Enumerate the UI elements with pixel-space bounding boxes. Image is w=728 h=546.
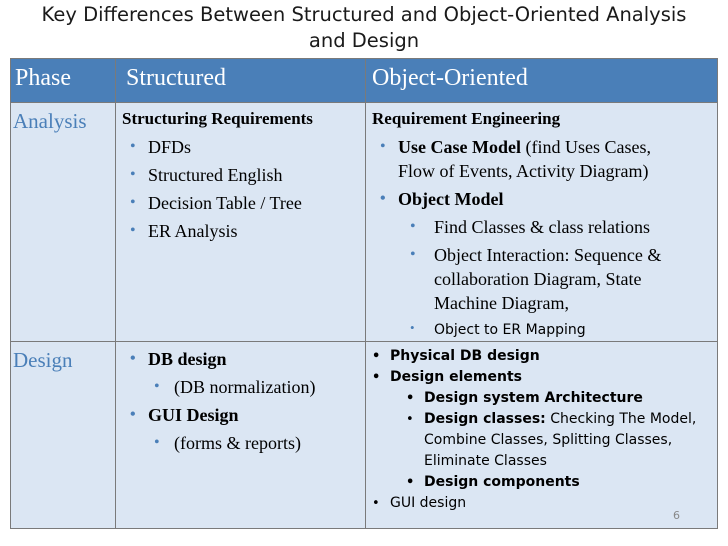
design-phase-label: Design — [11, 342, 116, 529]
bullet-icon: • — [410, 320, 415, 335]
header-structured: Structured — [116, 59, 366, 103]
analysis-row — [11, 103, 718, 342]
bullet-icon: • — [154, 434, 160, 451]
list-item: • Design elements — [372, 367, 717, 388]
list-item: • DFDs — [122, 133, 365, 161]
bullet-icon: • — [130, 166, 136, 183]
list-item: • Find Classes & class relations — [372, 213, 717, 241]
bullet-icon: • — [130, 350, 136, 367]
bullet-icon: • — [372, 370, 381, 385]
design-oo-cell — [366, 342, 718, 529]
bullet-icon: • — [380, 190, 386, 207]
bullet-icon: • — [406, 412, 414, 427]
list-item: • Object Model — [372, 185, 717, 213]
header-phase: Phase — [11, 59, 116, 103]
list-item: • Structured English — [122, 161, 365, 189]
oo-heading: Requirement Engineering — [372, 109, 561, 128]
list-item: • Object Interaction: Sequence & collaboration Diagram, State Machine Diagram, — [410, 245, 662, 313]
list-item: • GUI Design — [122, 401, 365, 429]
list-item: • Use Case Model (find Uses Cases, Flow of Events, Activity Diagram) — [380, 137, 651, 181]
bullet-icon: • — [130, 138, 136, 155]
analysis-oo-cell — [366, 103, 718, 342]
design-row — [11, 342, 718, 529]
list-item: • Design classes: Checking The Model, Combine Classes, Splitting Classes, Eliminate Classes — [406, 411, 697, 469]
list-item: • GUI design — [372, 493, 717, 514]
design-structured-cell — [116, 342, 366, 529]
header-row — [11, 59, 718, 103]
list-item: • Object to ER Mapping — [372, 315, 717, 341]
bullet-icon: • — [130, 194, 136, 211]
bullet-icon: • — [130, 406, 136, 423]
bullet-icon: • — [130, 222, 136, 239]
list-item: • DB design — [122, 345, 365, 373]
bullet-icon: • — [380, 138, 386, 155]
comparison-table — [10, 58, 718, 529]
structured-heading: Structuring Requirements — [122, 109, 313, 128]
list-item: • Design components — [372, 472, 717, 493]
slide-title — [0, 2, 728, 54]
bullet-icon: • — [406, 391, 415, 406]
bullet-icon: • — [410, 218, 416, 235]
header-object-oriented: Object-Oriented — [366, 59, 718, 103]
bullet-icon: • — [406, 475, 415, 490]
list-item: • ER Analysis — [122, 217, 365, 245]
title-line-2: and Design — [308, 29, 420, 52]
analysis-phase-label: Analysis — [11, 103, 116, 342]
list-item: • Design system Architecture — [372, 388, 717, 409]
bullet-icon: • — [372, 496, 380, 511]
list-item: • (DB normalization) — [122, 373, 365, 401]
page-number: 6 — [673, 509, 680, 522]
title-line-1: Key Differences Between Structured and Object-Oriented Analysis — [41, 3, 687, 26]
list-item: • (forms & reports) — [122, 429, 365, 457]
analysis-structured-cell — [116, 103, 366, 342]
bullet-icon: • — [154, 378, 160, 395]
bullet-icon: • — [410, 246, 416, 263]
bullet-icon: • — [372, 349, 381, 364]
list-item: • Decision Table / Tree — [122, 189, 365, 217]
list-item: • Physical DB design — [372, 346, 717, 367]
